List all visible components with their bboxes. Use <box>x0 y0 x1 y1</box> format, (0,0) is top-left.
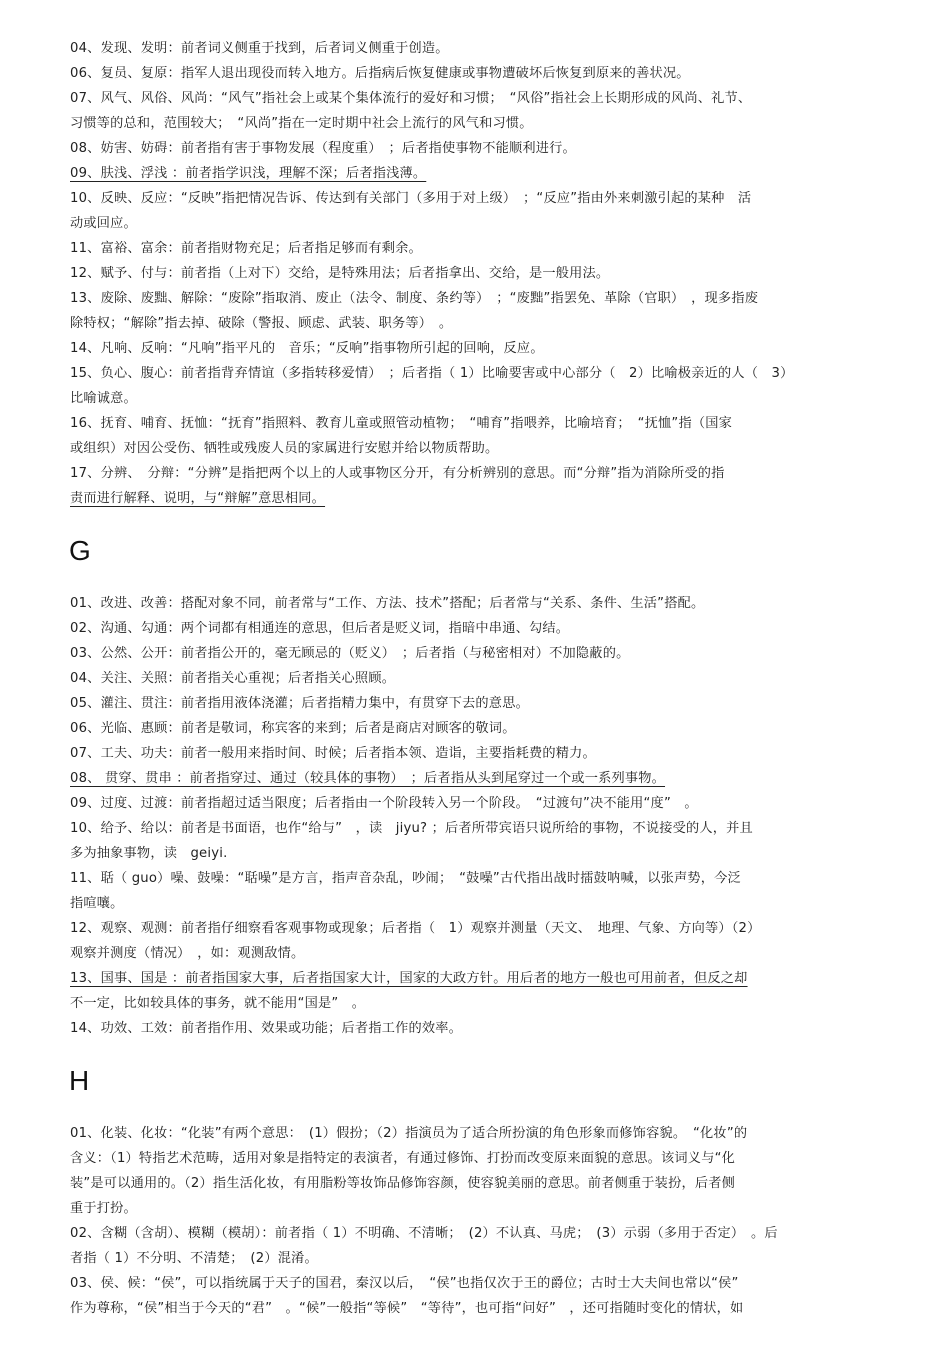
section-h <box>70 1121 906 1321</box>
entry-g-01: 01、改进、改善：搭配对象不同，前者常与“工作、方法、技术”搭配；后者常与“关系、条件、生活”搭配。 <box>70 596 705 611</box>
entry-g-02: 02、沟通、勾通：两个词都有相通连的意思，但后者是贬义词，指暗中串通、勾结。 <box>70 621 570 636</box>
entry-f-08: 08、妨害、妨碍：前者指有害于事物发展（程度重） ；后者指使事物不能顺利进行。 <box>70 141 576 156</box>
section-g <box>70 591 906 1041</box>
entry-f-16: 16、抚育、哺育、抚恤：“抚育”指照料、教育儿童或照管动植物； “哺育”指喂养，比喻培育； “抚恤”指（国家 或组织）对因公受伤、牺牲或残废人员的家属进行安慰并给以物质帮助。 <box>70 416 732 456</box>
entry-g-03: 03、公然、公开：前者指公开的，毫无顾忌的（贬义） ；后者指（与秘密相对）不加隐蔽的。 <box>70 646 630 661</box>
section-f <box>70 36 906 511</box>
entry-f-14: 14、凡响、反响：“凡响”指平凡的 音乐；“反响”指事物所引起的回响，反应。 <box>70 341 544 356</box>
entry-h-02: 02、含糊（含胡）、模糊（模胡）：前者指（ 1）不明确、不清晰； (2）不认真、马虎； (3）示弱（多用于否定） 。后 者指（ 1）不分明、不清楚； (2）混淆。 <box>70 1226 778 1266</box>
entry-f-10: 10、反映、反应：“反映”指把情况告诉、传达到有关部门（多用于对上级） ；“反应”指由外来刺激引起的某种 活 动或回应。 <box>70 191 752 231</box>
entry-f-13: 13、废除、废黜、解除：“废除”指取消、废止（法令、制度、条约等） ；“废黜”指罢免、革除（官职） ，现多指废 除特权；“解除”指去掉、破除（警报、顾虑、武装、职务等） 。 <box>70 291 759 331</box>
entry-g-05: 05、灌注、贯注：前者指用液体浇灌；后者指精力集中，有贯穿下去的意思。 <box>70 696 529 711</box>
entry-g-09: 09、过度、过渡：前者指超过适当限度；后者指由一个阶段转入另一个阶段。 “过渡句”决不能用“度” 。 <box>70 796 698 811</box>
entry-f-07: 07、风气、风俗、风尚：“风气”指社会上或某个集体流行的爱好和习惯； “风俗”指社会上长期形成的风尚、礼节、 习惯等的总和，范围较大； “风尚”指在一定时期中社会上流行的风气和习惯。 <box>70 91 752 131</box>
entry-g-13: 13、国事、国是 ：前者指国家大事，后者指国家大计，国家的大政方针。用后者的地方一般也可用前者，但反之却 不一定，比如较具体的事务，就不能用“国是” 。 <box>70 971 748 1011</box>
entry-g-10: 10、给予、给以：前者是书面语，也作“给与” ，读 jiyu? ；后者所带宾语只说所给的事物，不说接受的人，并且 多为抽象事物，读 geiyi. <box>70 821 753 861</box>
entry-g-08: 08、 贯穿、贯串 ：前者指穿过、通过（较具体的事物） ；后者指从头到尾穿过一个或一系列事物。 <box>70 771 666 786</box>
entry-f-17: 17、分辨、 分辩：“分辨”是指把两个以上的人或事物区分开，有分析辨别的意思。而“分辩”指为消除所受的指 责而进行解释、说明，与“辩解”意思相同。 <box>70 466 725 506</box>
section-heading-g: G <box>69 535 91 566</box>
entry-f-15: 15、负心、腹心：前者指背弃情谊（多指转移爱情） ；后者指（ 1）比喻要害或中心部分（ 2）比喻极亲近的人（ 3） 比喻诚意。 <box>70 366 794 406</box>
entry-h-01: 01、化装、化妆：“化装”有两个意思： (1）假扮；（2）指演员为了适合所扮演的角色形象而修饰容貌。 “化妆”的 含义：（1）特指艺术范畴，适用对象是指特定的表演者，有通过修饰、打扮而改变原来面貌的意思。该词义与“化 装”是可以通用的。（2）指生活化妆，有用脂粉等妆饰品修饰容颜，使容貌美丽的意思。前者侧重于装扮，后者侧 重于打扮。 <box>70 1126 748 1216</box>
entry-f-11: 11、富裕、富余：前者指财物充足；后者指足够而有剩余。 <box>70 241 422 256</box>
entry-g-14: 14、功效、工效：前者指作用、效果或功能；后者指工作的效率。 <box>70 1021 463 1036</box>
entry-f-04: 04、发现、发明：前者词义侧重于找到，后者词义侧重于创造。 <box>70 41 449 56</box>
section-heading-h: H <box>69 1065 90 1096</box>
entry-g-11: 11、聒（ guo）噪、鼓噪：“聒噪”是方言，指声音杂乱，吵闹； “鼓噪”古代指出战时擂鼓呐喊，以张声势，今泛 指喧嚷。 <box>70 871 741 911</box>
entry-g-12: 12、观察、观测：前者指仔细察看客观事物或现象；后者指（ 1）观察并测量（天文、 地理、气象、方向等）（2） 观察并测度（情况） ，如：观测敌情。 <box>70 921 761 961</box>
entry-f-12: 12、赋予、付与：前者指（上对下）交给，是特殊用法；后者指拿出、交给，是一般用法。 <box>70 266 610 281</box>
entry-g-06: 06、光临、惠顾：前者是敬词，称宾客的来到；后者是商店对顾客的敬词。 <box>70 721 516 736</box>
entry-g-04: 04、关注、关照：前者指关心重视；后者指关心照顾。 <box>70 671 396 686</box>
entry-h-03: 03、侯、候：“侯”，可以指统属于天子的国君，秦汉以后， “侯”也指仅次于王的爵位；古时士大夫间也常以“侯” 作为尊称，“侯”相当于今天的“君” 。“候”一般指“等候” “等待”，也可指“问好” ，还可指随时变化的情状，如 <box>70 1276 744 1316</box>
document-page <box>70 36 906 1321</box>
entry-f-06: 06、复员、复原：指军人退出现役而转入地方。后指病后恢复健康或事物遭破坏后恢复到原来的善状况。 <box>70 66 690 81</box>
entry-g-07: 07、工夫、功夫：前者一般用来指时间、时候；后者指本领、造诣，主要指耗费的精力。 <box>70 746 596 761</box>
entry-f-09: 09、肤浅、浮浅 ：前者指学识浅，理解不深；后者指浅薄。 <box>70 166 427 181</box>
